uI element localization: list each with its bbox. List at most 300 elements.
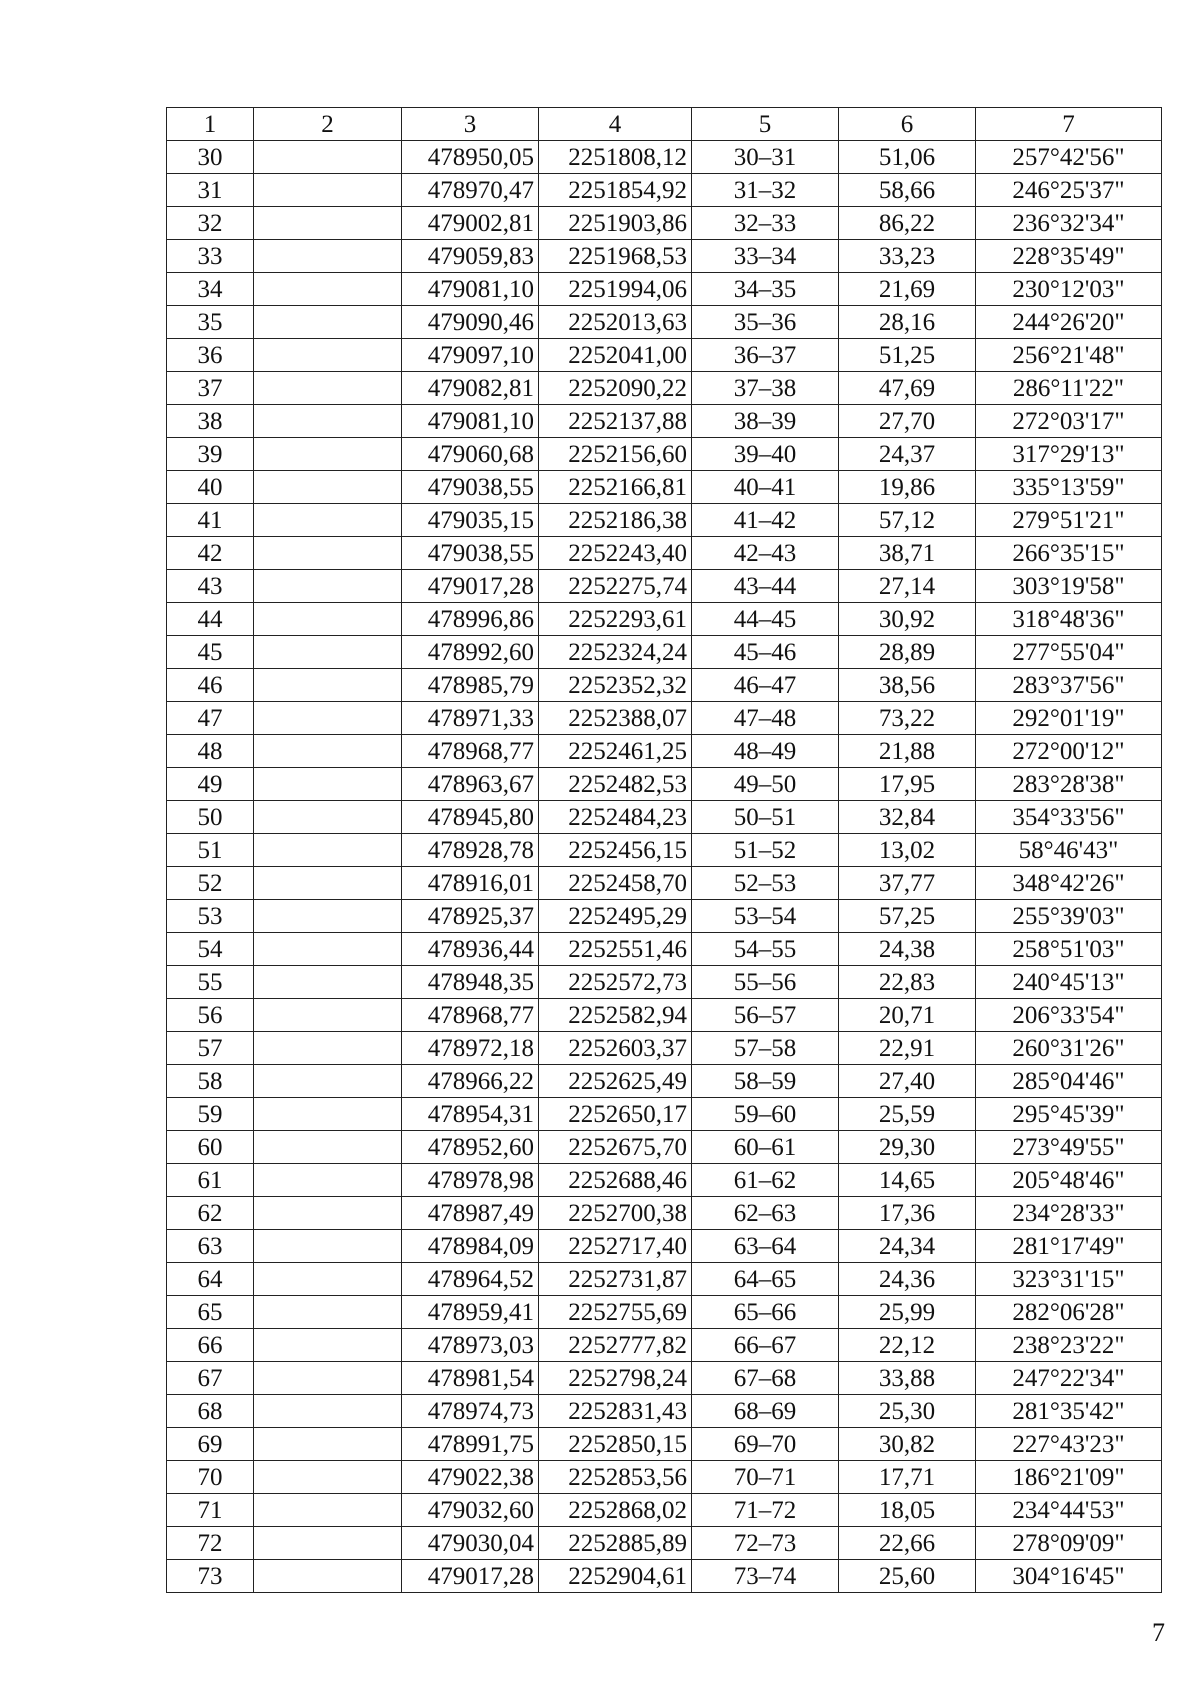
- table-row: [167, 438, 1162, 471]
- table-body: [167, 141, 1162, 1593]
- coord-x-cell: 478973,03: [402, 1329, 539, 1362]
- segment-cell: 43–44: [692, 570, 839, 603]
- point-number-cell: 62: [167, 1197, 254, 1230]
- bearing-cell: 186°21'09": [976, 1461, 1162, 1494]
- segment-cell: 59–60: [692, 1098, 839, 1131]
- point-number-cell: 36: [167, 339, 254, 372]
- coord-x-cell: 479017,28: [402, 1560, 539, 1593]
- length-cell: 27,70: [839, 405, 976, 438]
- table-row: [167, 405, 1162, 438]
- coord-x-cell: 478964,52: [402, 1263, 539, 1296]
- coord-y-cell: 2251808,12: [539, 141, 692, 174]
- bearing-cell: 292°01'19": [976, 702, 1162, 735]
- table-row: [167, 240, 1162, 273]
- coord-y-cell: 2252603,37: [539, 1032, 692, 1065]
- header-cell: 2: [254, 108, 402, 141]
- length-cell: 29,30: [839, 1131, 976, 1164]
- bearing-cell: 282°06'28": [976, 1296, 1162, 1329]
- point-name-cell: [254, 1461, 402, 1494]
- coord-x-cell: 479060,68: [402, 438, 539, 471]
- coord-x-cell: 478991,75: [402, 1428, 539, 1461]
- header-cell: 4: [539, 108, 692, 141]
- segment-cell: 52–53: [692, 867, 839, 900]
- length-cell: 57,25: [839, 900, 976, 933]
- length-cell: 28,89: [839, 636, 976, 669]
- table-row: [167, 1395, 1162, 1428]
- length-cell: 13,02: [839, 834, 976, 867]
- coord-y-cell: 2252885,89: [539, 1527, 692, 1560]
- length-cell: 33,23: [839, 240, 976, 273]
- table-row: [167, 1263, 1162, 1296]
- header-cell: 3: [402, 108, 539, 141]
- point-number-cell: 44: [167, 603, 254, 636]
- coord-x-cell: 478996,86: [402, 603, 539, 636]
- coord-y-cell: 2252324,24: [539, 636, 692, 669]
- bearing-cell: 234°28'33": [976, 1197, 1162, 1230]
- table-row: [167, 174, 1162, 207]
- coord-x-cell: 478952,60: [402, 1131, 539, 1164]
- coord-x-cell: 478948,35: [402, 966, 539, 999]
- table-header-row: [167, 108, 1162, 141]
- coord-y-cell: 2252798,24: [539, 1362, 692, 1395]
- segment-cell: 30–31: [692, 141, 839, 174]
- segment-cell: 49–50: [692, 768, 839, 801]
- coord-y-cell: 2252868,02: [539, 1494, 692, 1527]
- segment-cell: 61–62: [692, 1164, 839, 1197]
- segment-cell: 53–54: [692, 900, 839, 933]
- table-row: [167, 636, 1162, 669]
- table-row: [167, 306, 1162, 339]
- bearing-cell: 228°35'49": [976, 240, 1162, 273]
- point-name-cell: [254, 1164, 402, 1197]
- coord-y-cell: 2252572,73: [539, 966, 692, 999]
- segment-cell: 47–48: [692, 702, 839, 735]
- point-number-cell: 49: [167, 768, 254, 801]
- coord-y-cell: 2252186,38: [539, 504, 692, 537]
- coord-x-cell: 479035,15: [402, 504, 539, 537]
- table-row: [167, 1164, 1162, 1197]
- length-cell: 57,12: [839, 504, 976, 537]
- point-name-cell: [254, 1527, 402, 1560]
- segment-cell: 67–68: [692, 1362, 839, 1395]
- point-name-cell: [254, 273, 402, 306]
- length-cell: 17,71: [839, 1461, 976, 1494]
- coord-y-cell: 2252625,49: [539, 1065, 692, 1098]
- coordinates-table: [166, 107, 1162, 1593]
- bearing-cell: 256°21'48": [976, 339, 1162, 372]
- point-number-cell: 60: [167, 1131, 254, 1164]
- point-number-cell: 65: [167, 1296, 254, 1329]
- length-cell: 17,36: [839, 1197, 976, 1230]
- length-cell: 58,66: [839, 174, 976, 207]
- table-row: [167, 999, 1162, 1032]
- point-number-cell: 70: [167, 1461, 254, 1494]
- bearing-cell: 58°46'43": [976, 834, 1162, 867]
- bearing-cell: 303°19'58": [976, 570, 1162, 603]
- coord-y-cell: 2252484,23: [539, 801, 692, 834]
- segment-cell: 46–47: [692, 669, 839, 702]
- bearing-cell: 238°23'22": [976, 1329, 1162, 1362]
- table-row: [167, 537, 1162, 570]
- point-name-cell: [254, 1197, 402, 1230]
- segment-cell: 55–56: [692, 966, 839, 999]
- length-cell: 25,30: [839, 1395, 976, 1428]
- point-number-cell: 50: [167, 801, 254, 834]
- segment-cell: 58–59: [692, 1065, 839, 1098]
- point-name-cell: [254, 1065, 402, 1098]
- table-row: [167, 1329, 1162, 1362]
- coord-x-cell: 478971,33: [402, 702, 539, 735]
- table-row: [167, 1065, 1162, 1098]
- coord-y-cell: 2252013,63: [539, 306, 692, 339]
- coord-x-cell: 479082,81: [402, 372, 539, 405]
- point-name-cell: [254, 1560, 402, 1593]
- coord-y-cell: 2252650,17: [539, 1098, 692, 1131]
- header-cell: 6: [839, 108, 976, 141]
- point-number-cell: 54: [167, 933, 254, 966]
- length-cell: 51,25: [839, 339, 976, 372]
- length-cell: 19,86: [839, 471, 976, 504]
- point-number-cell: 57: [167, 1032, 254, 1065]
- segment-cell: 66–67: [692, 1329, 839, 1362]
- point-name-cell: [254, 966, 402, 999]
- segment-cell: 68–69: [692, 1395, 839, 1428]
- length-cell: 22,83: [839, 966, 976, 999]
- length-cell: 47,69: [839, 372, 976, 405]
- point-number-cell: 43: [167, 570, 254, 603]
- point-name-cell: [254, 537, 402, 570]
- coord-x-cell: 478981,54: [402, 1362, 539, 1395]
- bearing-cell: 278°09'09": [976, 1527, 1162, 1560]
- point-number-cell: 58: [167, 1065, 254, 1098]
- bearing-cell: 260°31'26": [976, 1032, 1162, 1065]
- bearing-cell: 247°22'34": [976, 1362, 1162, 1395]
- coord-y-cell: 2252275,74: [539, 570, 692, 603]
- point-name-cell: [254, 1494, 402, 1527]
- segment-cell: 51–52: [692, 834, 839, 867]
- point-name-cell: [254, 801, 402, 834]
- point-number-cell: 67: [167, 1362, 254, 1395]
- point-number-cell: 55: [167, 966, 254, 999]
- coord-y-cell: 2252166,81: [539, 471, 692, 504]
- coord-y-cell: 2252090,22: [539, 372, 692, 405]
- point-number-cell: 53: [167, 900, 254, 933]
- length-cell: 28,16: [839, 306, 976, 339]
- coord-y-cell: 2252495,29: [539, 900, 692, 933]
- bearing-cell: 277°55'04": [976, 636, 1162, 669]
- point-number-cell: 71: [167, 1494, 254, 1527]
- coord-y-cell: 2252551,46: [539, 933, 692, 966]
- bearing-cell: 236°32'34": [976, 207, 1162, 240]
- segment-cell: 63–64: [692, 1230, 839, 1263]
- bearing-cell: 279°51'21": [976, 504, 1162, 537]
- coord-y-cell: 2252582,94: [539, 999, 692, 1032]
- segment-cell: 33–34: [692, 240, 839, 273]
- table-row: [167, 834, 1162, 867]
- table-row: [167, 1461, 1162, 1494]
- bearing-cell: 272°03'17": [976, 405, 1162, 438]
- table-row: [167, 273, 1162, 306]
- point-name-cell: [254, 768, 402, 801]
- coord-y-cell: 2252700,38: [539, 1197, 692, 1230]
- point-number-cell: 42: [167, 537, 254, 570]
- point-name-cell: [254, 405, 402, 438]
- coord-y-cell: 2252156,60: [539, 438, 692, 471]
- header-cell: 7: [976, 108, 1162, 141]
- point-name-cell: [254, 603, 402, 636]
- length-cell: 37,77: [839, 867, 976, 900]
- bearing-cell: 286°11'22": [976, 372, 1162, 405]
- point-number-cell: 40: [167, 471, 254, 504]
- bearing-cell: 317°29'13": [976, 438, 1162, 471]
- table-row: [167, 669, 1162, 702]
- point-name-cell: [254, 570, 402, 603]
- segment-cell: 34–35: [692, 273, 839, 306]
- point-name-cell: [254, 1263, 402, 1296]
- coord-y-cell: 2252041,00: [539, 339, 692, 372]
- point-number-cell: 39: [167, 438, 254, 471]
- point-number-cell: 35: [167, 306, 254, 339]
- coord-x-cell: 478968,77: [402, 999, 539, 1032]
- table-row: [167, 966, 1162, 999]
- length-cell: 25,59: [839, 1098, 976, 1131]
- table-row: [167, 603, 1162, 636]
- table-row: [167, 735, 1162, 768]
- coord-y-cell: 2252777,82: [539, 1329, 692, 1362]
- bearing-cell: 206°33'54": [976, 999, 1162, 1032]
- length-cell: 30,82: [839, 1428, 976, 1461]
- point-name-cell: [254, 1296, 402, 1329]
- coord-x-cell: 479081,10: [402, 405, 539, 438]
- coord-x-cell: 478936,44: [402, 933, 539, 966]
- table-row: [167, 471, 1162, 504]
- coord-x-cell: 478992,60: [402, 636, 539, 669]
- segment-cell: 31–32: [692, 174, 839, 207]
- point-name-cell: [254, 306, 402, 339]
- point-name-cell: [254, 867, 402, 900]
- coord-y-cell: 2252731,87: [539, 1263, 692, 1296]
- coord-y-cell: 2252850,15: [539, 1428, 692, 1461]
- point-name-cell: [254, 933, 402, 966]
- segment-cell: 69–70: [692, 1428, 839, 1461]
- bearing-cell: 304°16'45": [976, 1560, 1162, 1593]
- coord-y-cell: 2252717,40: [539, 1230, 692, 1263]
- bearing-cell: 295°45'39": [976, 1098, 1162, 1131]
- coord-y-cell: 2252675,70: [539, 1131, 692, 1164]
- coord-x-cell: 479030,04: [402, 1527, 539, 1560]
- length-cell: 22,12: [839, 1329, 976, 1362]
- point-number-cell: 68: [167, 1395, 254, 1428]
- table-row: [167, 900, 1162, 933]
- table-row: [167, 504, 1162, 537]
- bearing-cell: 348°42'26": [976, 867, 1162, 900]
- point-name-cell: [254, 1230, 402, 1263]
- bearing-cell: 257°42'56": [976, 141, 1162, 174]
- coord-y-cell: 2252831,43: [539, 1395, 692, 1428]
- point-number-cell: 61: [167, 1164, 254, 1197]
- bearing-cell: 244°26'20": [976, 306, 1162, 339]
- point-number-cell: 63: [167, 1230, 254, 1263]
- coord-y-cell: 2252456,15: [539, 834, 692, 867]
- point-number-cell: 51: [167, 834, 254, 867]
- point-number-cell: 47: [167, 702, 254, 735]
- segment-cell: 37–38: [692, 372, 839, 405]
- coord-x-cell: 479038,55: [402, 471, 539, 504]
- table-row: [167, 702, 1162, 735]
- table-row: [167, 1197, 1162, 1230]
- bearing-cell: 335°13'59": [976, 471, 1162, 504]
- coord-y-cell: 2251994,06: [539, 273, 692, 306]
- point-number-cell: 37: [167, 372, 254, 405]
- point-number-cell: 72: [167, 1527, 254, 1560]
- table-row: [167, 801, 1162, 834]
- coord-x-cell: 478985,79: [402, 669, 539, 702]
- point-number-cell: 32: [167, 207, 254, 240]
- segment-cell: 60–61: [692, 1131, 839, 1164]
- table-row: [167, 1560, 1162, 1593]
- bearing-cell: 285°04'46": [976, 1065, 1162, 1098]
- point-name-cell: [254, 207, 402, 240]
- page-number: 7: [1152, 1618, 1165, 1647]
- coord-y-cell: 2252482,53: [539, 768, 692, 801]
- point-name-cell: [254, 834, 402, 867]
- bearing-cell: 227°43'23": [976, 1428, 1162, 1461]
- segment-cell: 39–40: [692, 438, 839, 471]
- coord-x-cell: 478954,31: [402, 1098, 539, 1131]
- table-row: [167, 1494, 1162, 1527]
- point-number-cell: 38: [167, 405, 254, 438]
- table-row: [167, 1230, 1162, 1263]
- coord-x-cell: 478970,47: [402, 174, 539, 207]
- coord-x-cell: 478987,49: [402, 1197, 539, 1230]
- point-name-cell: [254, 999, 402, 1032]
- coord-x-cell: 479022,38: [402, 1461, 539, 1494]
- bearing-cell: 240°45'13": [976, 966, 1162, 999]
- length-cell: 30,92: [839, 603, 976, 636]
- segment-cell: 64–65: [692, 1263, 839, 1296]
- bearing-cell: 283°28'38": [976, 768, 1162, 801]
- coord-x-cell: 479017,28: [402, 570, 539, 603]
- length-cell: 24,36: [839, 1263, 976, 1296]
- coord-x-cell: 478968,77: [402, 735, 539, 768]
- coord-x-cell: 479097,10: [402, 339, 539, 372]
- segment-cell: 38–39: [692, 405, 839, 438]
- segment-cell: 65–66: [692, 1296, 839, 1329]
- segment-cell: 32–33: [692, 207, 839, 240]
- coord-y-cell: 2252137,88: [539, 405, 692, 438]
- point-name-cell: [254, 636, 402, 669]
- bearing-cell: 272°00'12": [976, 735, 1162, 768]
- bearing-cell: 281°35'42": [976, 1395, 1162, 1428]
- coord-x-cell: 478966,22: [402, 1065, 539, 1098]
- coord-x-cell: 478963,67: [402, 768, 539, 801]
- point-name-cell: [254, 1329, 402, 1362]
- table-row: [167, 1428, 1162, 1461]
- point-number-cell: 69: [167, 1428, 254, 1461]
- bearing-cell: 205°48'46": [976, 1164, 1162, 1197]
- coord-x-cell: 479038,55: [402, 537, 539, 570]
- segment-cell: 35–36: [692, 306, 839, 339]
- coord-y-cell: 2252293,61: [539, 603, 692, 636]
- point-name-cell: [254, 504, 402, 537]
- coord-y-cell: 2252352,32: [539, 669, 692, 702]
- coord-y-cell: 2252853,56: [539, 1461, 692, 1494]
- point-number-cell: 46: [167, 669, 254, 702]
- segment-cell: 44–45: [692, 603, 839, 636]
- segment-cell: 71–72: [692, 1494, 839, 1527]
- segment-cell: 56–57: [692, 999, 839, 1032]
- length-cell: 27,14: [839, 570, 976, 603]
- table-row: [167, 1296, 1162, 1329]
- table-row: [167, 207, 1162, 240]
- segment-cell: 36–37: [692, 339, 839, 372]
- bearing-cell: 273°49'55": [976, 1131, 1162, 1164]
- table-row: [167, 1362, 1162, 1395]
- coord-x-cell: 478945,80: [402, 801, 539, 834]
- length-cell: 24,37: [839, 438, 976, 471]
- coord-y-cell: 2252688,46: [539, 1164, 692, 1197]
- coord-y-cell: 2251968,53: [539, 240, 692, 273]
- point-number-cell: 56: [167, 999, 254, 1032]
- bearing-cell: 234°44'53": [976, 1494, 1162, 1527]
- segment-cell: 62–63: [692, 1197, 839, 1230]
- length-cell: 24,38: [839, 933, 976, 966]
- header-cell: 1: [167, 108, 254, 141]
- point-number-cell: 73: [167, 1560, 254, 1593]
- point-number-cell: 48: [167, 735, 254, 768]
- coord-y-cell: 2252904,61: [539, 1560, 692, 1593]
- coord-x-cell: 478978,98: [402, 1164, 539, 1197]
- bearing-cell: 246°25'37": [976, 174, 1162, 207]
- coord-x-cell: 478916,01: [402, 867, 539, 900]
- point-name-cell: [254, 471, 402, 504]
- segment-cell: 48–49: [692, 735, 839, 768]
- bearing-cell: 258°51'03": [976, 933, 1162, 966]
- point-name-cell: [254, 174, 402, 207]
- point-name-cell: [254, 1098, 402, 1131]
- point-number-cell: 33: [167, 240, 254, 273]
- table-row: [167, 1098, 1162, 1131]
- bearing-cell: 255°39'03": [976, 900, 1162, 933]
- length-cell: 38,56: [839, 669, 976, 702]
- bearing-cell: 281°17'49": [976, 1230, 1162, 1263]
- coord-x-cell: 478928,78: [402, 834, 539, 867]
- point-name-cell: [254, 141, 402, 174]
- length-cell: 21,88: [839, 735, 976, 768]
- coord-x-cell: 479002,81: [402, 207, 539, 240]
- table-row: [167, 570, 1162, 603]
- segment-cell: 50–51: [692, 801, 839, 834]
- point-name-cell: [254, 1362, 402, 1395]
- bearing-cell: 266°35'15": [976, 537, 1162, 570]
- point-name-cell: [254, 735, 402, 768]
- point-name-cell: [254, 240, 402, 273]
- header-cell: 5: [692, 108, 839, 141]
- coord-x-cell: 478925,37: [402, 900, 539, 933]
- segment-cell: 42–43: [692, 537, 839, 570]
- coord-x-cell: 479059,83: [402, 240, 539, 273]
- length-cell: 32,84: [839, 801, 976, 834]
- length-cell: 21,69: [839, 273, 976, 306]
- length-cell: 86,22: [839, 207, 976, 240]
- length-cell: 38,71: [839, 537, 976, 570]
- point-name-cell: [254, 900, 402, 933]
- table-row: [167, 768, 1162, 801]
- coord-x-cell: 478959,41: [402, 1296, 539, 1329]
- segment-cell: 54–55: [692, 933, 839, 966]
- coord-x-cell: 479090,46: [402, 306, 539, 339]
- bearing-cell: 230°12'03": [976, 273, 1162, 306]
